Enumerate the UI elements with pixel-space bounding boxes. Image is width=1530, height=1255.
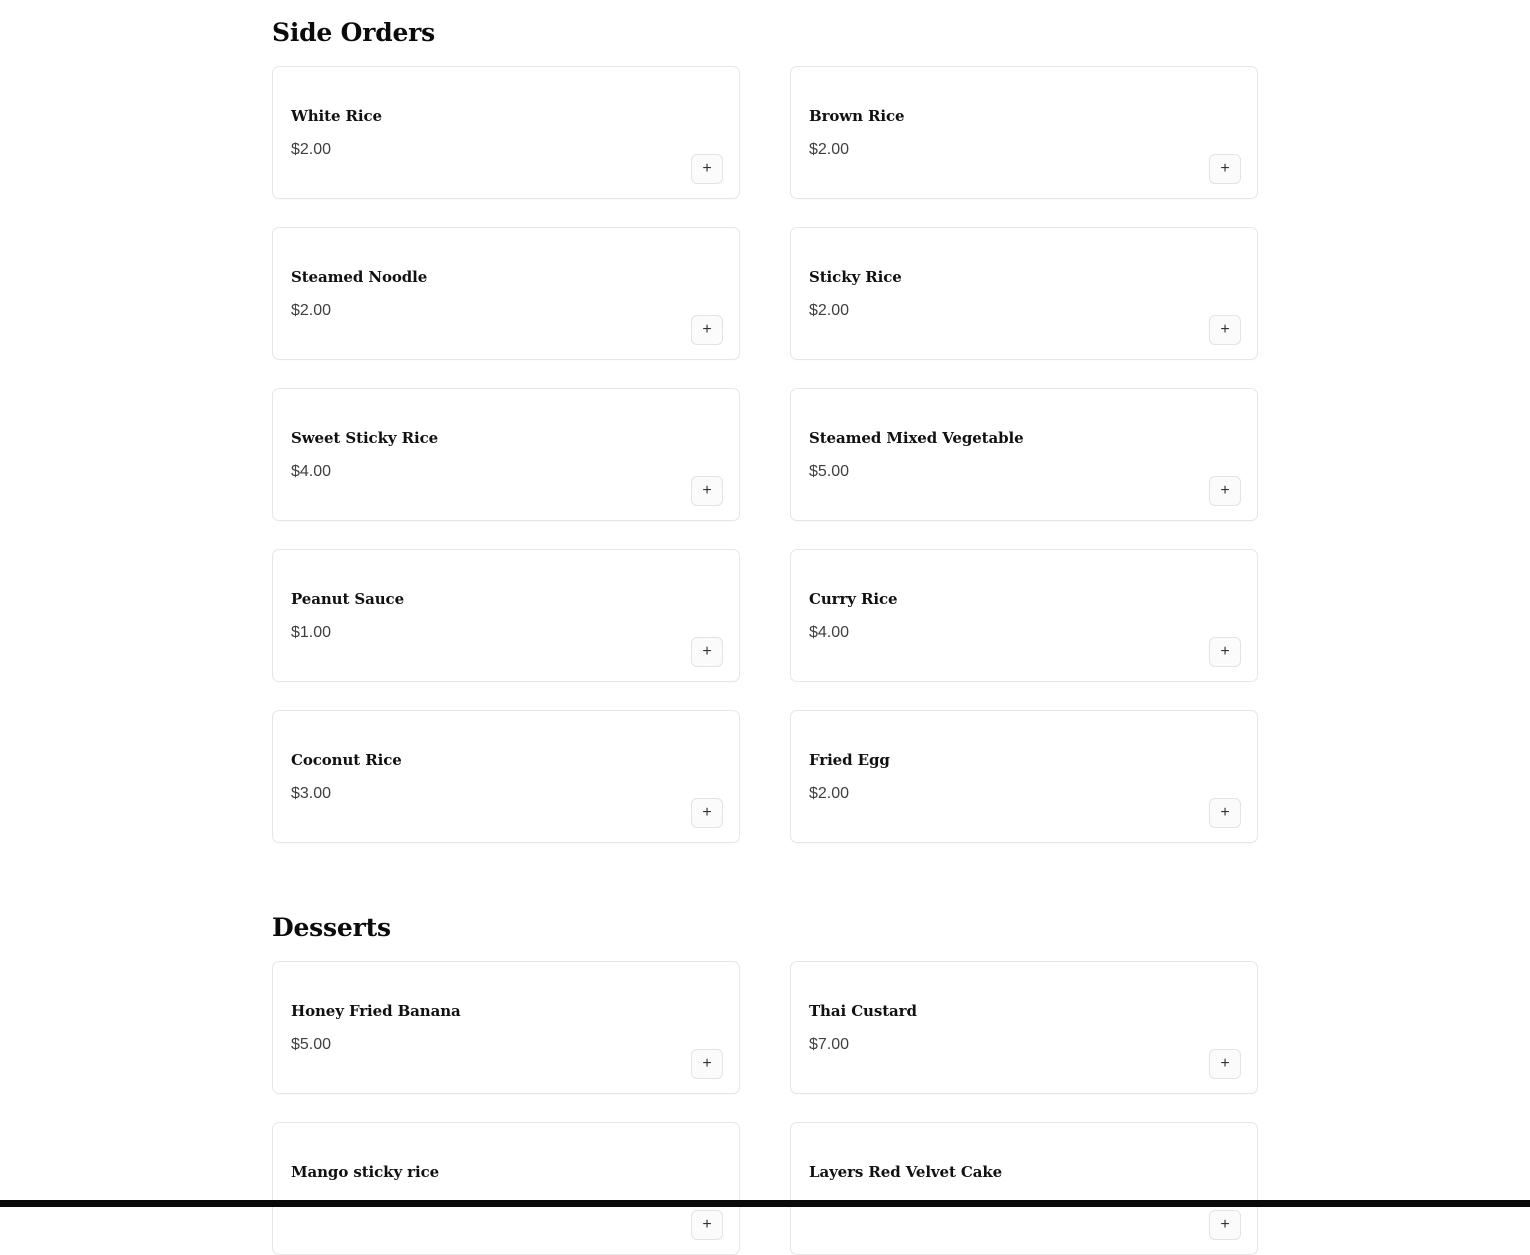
menu-item-card[interactable] — [272, 1122, 740, 1255]
menu-item-card[interactable] — [272, 388, 740, 521]
add-item-button[interactable]: + — [691, 476, 723, 506]
menu-item-name: Fried Egg — [809, 751, 890, 769]
menu-item-card[interactable] — [790, 1122, 1258, 1255]
menu-item-card[interactable] — [272, 710, 740, 843]
section-title-desserts: Desserts — [272, 913, 391, 942]
menu-item-name: Steamed Noodle — [291, 268, 428, 286]
menu-item-card[interactable] — [790, 66, 1258, 199]
menu-item-price: $1.00 — [291, 624, 332, 641]
menu-item-price: $2.00 — [291, 141, 332, 158]
add-item-button[interactable]: + — [1209, 1049, 1241, 1079]
add-item-button[interactable]: + — [1209, 1210, 1241, 1240]
menu-item-name: Honey Fried Banana — [291, 1002, 461, 1020]
menu-item-name: Thai Custard — [809, 1002, 917, 1020]
menu-item-card[interactable] — [790, 227, 1258, 360]
add-item-button[interactable]: + — [691, 1049, 723, 1079]
add-item-button[interactable]: + — [1209, 798, 1241, 828]
menu-item-name: Mango sticky rice — [291, 1163, 440, 1181]
menu-item-name: Sticky Rice — [809, 268, 902, 286]
add-item-button[interactable]: + — [691, 315, 723, 345]
menu-item-price: $5.00 — [291, 1036, 332, 1053]
add-item-button[interactable]: + — [691, 1210, 723, 1240]
menu-item-name: Layers Red Velvet Cake — [809, 1163, 1003, 1181]
menu-item-card[interactable] — [272, 549, 740, 682]
menu-item-price: $2.00 — [291, 302, 332, 319]
menu-item-price: $4.00 — [809, 624, 850, 641]
menu-item-name: Steamed Mixed Vegetable — [809, 429, 1024, 447]
menu-item-name: Sweet Sticky Rice — [291, 429, 439, 447]
menu-item-name: Curry Rice — [809, 590, 898, 608]
add-item-button[interactable]: + — [1209, 154, 1241, 184]
add-item-button[interactable]: + — [1209, 315, 1241, 345]
menu-item-name: White Rice — [291, 107, 382, 125]
menu-item-price: $5.00 — [809, 463, 850, 480]
menu-item-card[interactable] — [790, 961, 1258, 1094]
menu-item-card[interactable] — [790, 549, 1258, 682]
add-item-button[interactable]: + — [691, 154, 723, 184]
desserts-grid — [272, 961, 1258, 1255]
menu-content — [272, 18, 1258, 1255]
bottom-bar — [0, 1200, 1530, 1207]
side-orders-grid — [272, 66, 1258, 843]
menu-item-card[interactable] — [272, 961, 740, 1094]
menu-item-price: $2.00 — [809, 302, 850, 319]
menu-item-name: Brown Rice — [809, 107, 905, 125]
menu-item-card[interactable] — [790, 388, 1258, 521]
add-item-button[interactable]: + — [1209, 637, 1241, 667]
menu-item-price: $3.00 — [291, 785, 332, 802]
menu-item-name: Coconut Rice — [291, 751, 402, 769]
menu-item-price: $2.00 — [809, 785, 850, 802]
menu-item-name: Peanut Sauce — [291, 590, 405, 608]
add-item-button[interactable]: + — [1209, 476, 1241, 506]
section-title-side-orders: Side Orders — [272, 18, 436, 47]
add-item-button[interactable]: + — [691, 637, 723, 667]
add-item-button[interactable]: + — [691, 798, 723, 828]
menu-item-price: $4.00 — [291, 463, 332, 480]
menu-item-card[interactable] — [272, 66, 740, 199]
menu-item-card[interactable] — [790, 710, 1258, 843]
menu-item-price: $7.00 — [809, 1036, 850, 1053]
menu-item-price: $2.00 — [809, 141, 850, 158]
menu-item-card[interactable] — [272, 227, 740, 360]
